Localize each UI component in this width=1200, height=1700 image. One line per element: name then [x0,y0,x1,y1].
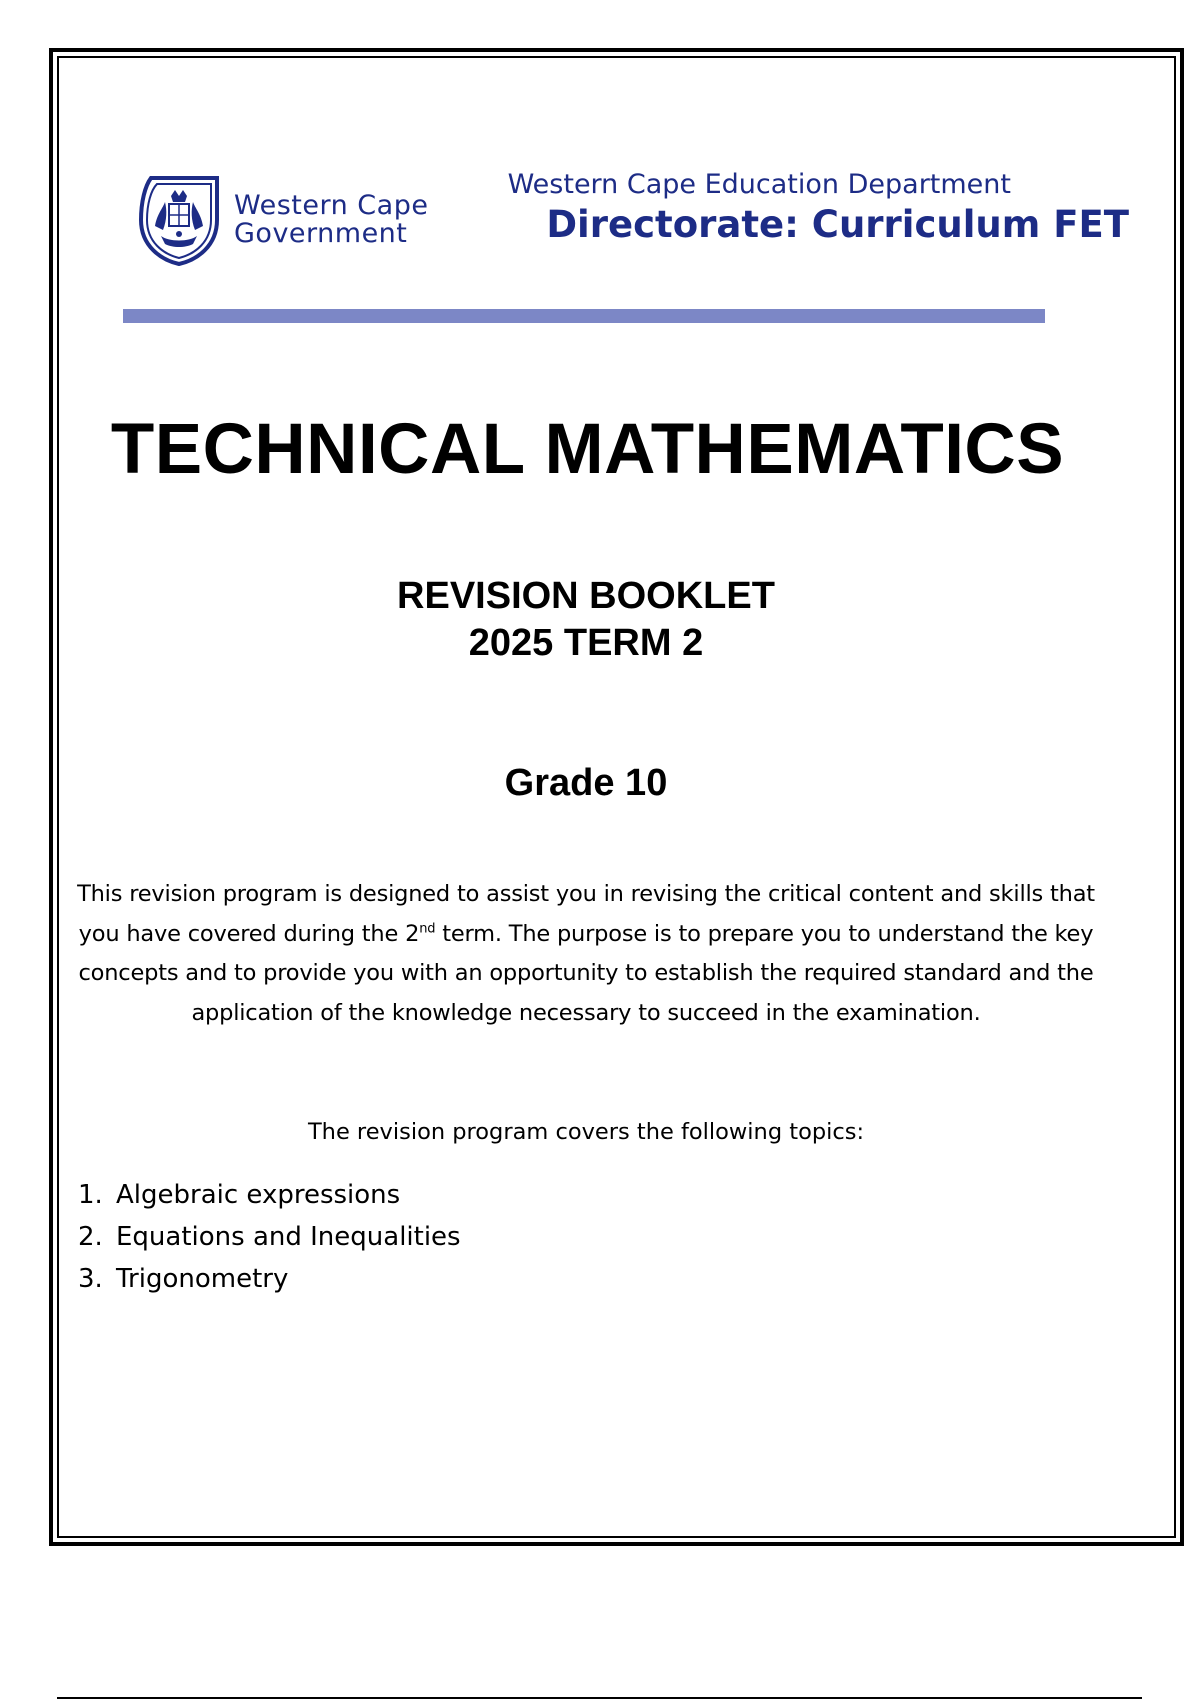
topic-label: Equations and Inequalities [116,1222,461,1252]
grade-label: Grade 10 [504,762,668,804]
department-heading [508,168,1129,248]
header-divider [123,309,1045,323]
topic-label: Algebraic expressions [116,1180,401,1210]
subtitle-booklet: REVISION BOOKLET [397,575,775,617]
subtitle-term: 2025 TERM 2 [468,622,704,664]
directorate-name: Directorate: Curriculum FET [546,203,1129,246]
intro-text-end: term. The purpose is to prepare you to understand the key concepts and to provide you with an opportunity to establish the required standard and the application of the knowledge necessary to succeed in the examination. [78,920,1094,1026]
list-item [78,1216,461,1258]
logo-line-government: Government [234,218,408,249]
topic-label: Trigonometry [116,1264,289,1294]
coat-of-arms-icon [133,174,225,266]
logo-line-western-cape: Western Cape [234,190,429,221]
government-logo [133,174,428,266]
intro-paragraph [60,875,1112,1033]
list-item [78,1174,461,1216]
document-title: TECHNICAL MATHEMATICS [110,410,1065,489]
footer-divider [57,1697,1142,1699]
intro-ordinal-suffix: nd [419,921,436,936]
topic-number: 2. [78,1222,103,1252]
topics-intro: The revision program covers the following topics: [307,1119,865,1145]
logo-wordmark [234,192,428,248]
document-subtitle [60,573,1112,667]
topic-number: 3. [78,1264,103,1294]
topic-list [78,1174,461,1300]
list-item [78,1258,461,1300]
intro-text-start: This revision program is designed to assist you in revising the critical content and skills that you have covered during the 2 [77,881,1095,947]
department-name: Western Cape Education Department [507,169,1011,200]
topic-number: 1. [78,1180,103,1210]
